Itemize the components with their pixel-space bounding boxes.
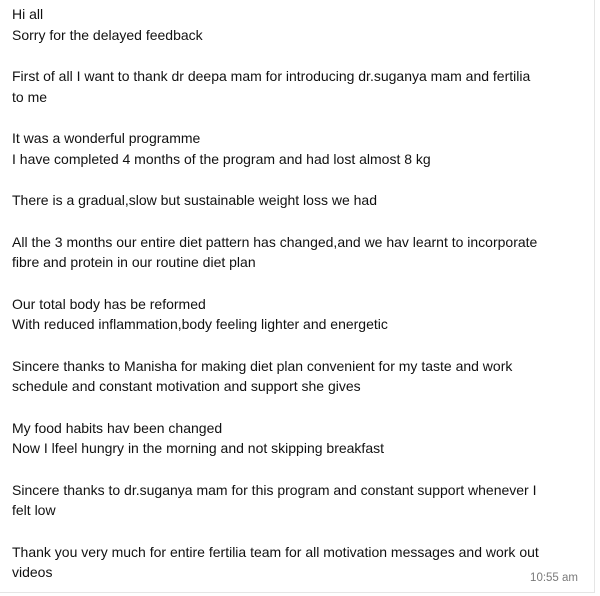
message-timestamp: 10:55 am: [530, 572, 578, 584]
message-line: Sorry for the delayed feedback: [12, 26, 203, 43]
message-line: videos: [12, 564, 53, 580]
message-line: There is a gradual,slow but sustainable weight loss we had: [12, 192, 377, 208]
message-line: Now I lfeel hungry in the morning and not skipping breakfast: [12, 440, 384, 456]
message-paragraph: [12, 190, 582, 211]
message-line: felt low: [12, 502, 56, 518]
message-paragraph: [12, 4, 582, 45]
message-paragraph: [12, 232, 582, 273]
message-line: Sincere thanks to Manisha for making diet plan convenient for my taste and work: [12, 357, 513, 374]
message-line: It was a wonderful programme: [12, 130, 201, 146]
message-line: With reduced inflammation,body feeling lighter and energetic: [12, 316, 388, 332]
message-line: First of all I want to thank dr deepa mam for introducing dr.suganya mam and fertilia: [12, 68, 531, 84]
message-line: My food habits hav been changed: [12, 419, 223, 436]
message-paragraph: [12, 480, 582, 521]
message-paragraph: [12, 294, 582, 335]
message-line: Thank you very much for entire fertilia team for all motivation messages and work out: [12, 543, 539, 560]
message-paragraph: [12, 128, 582, 169]
message-line: Sincere thanks to dr.suganya mam for this program and constant support whenever I: [12, 481, 537, 498]
message-line: Hi all: [12, 6, 44, 22]
message-line: fibre and protein in our routine diet plan: [12, 254, 256, 270]
message-paragraph: [12, 356, 582, 397]
message-paragraph: [12, 542, 582, 583]
message-paragraph: [12, 418, 582, 459]
message-line: All the 3 months our entire diet pattern has changed,and we hav learnt to incorporate: [12, 233, 538, 250]
message-line: schedule and constant motivation and support she gives: [12, 378, 361, 394]
message-line: to me: [12, 88, 48, 105]
message-line: I have completed 4 months of the program and had lost almost 8 kg: [12, 150, 431, 167]
message-text: [12, 4, 582, 583]
message-paragraph: [12, 66, 582, 107]
message-line: Our total body has be reformed: [12, 295, 206, 312]
